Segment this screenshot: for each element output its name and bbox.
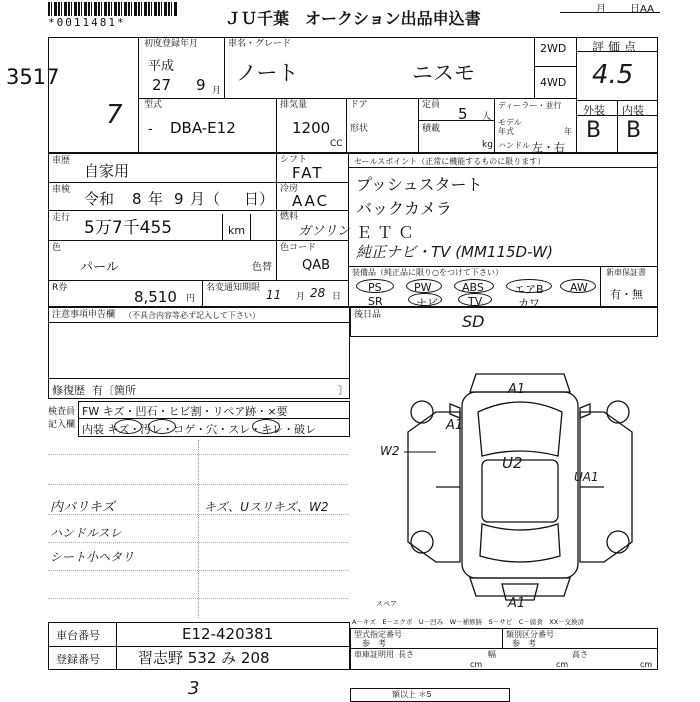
divider <box>222 214 223 240</box>
equip-pw-circle <box>406 279 442 293</box>
divider <box>48 646 350 647</box>
divider <box>576 37 577 153</box>
diagram-spare-label: スペア <box>376 600 397 608</box>
model-year-label-2: 年式 <box>498 127 514 136</box>
name-change-month-unit: 月 <box>296 292 306 302</box>
equip-tv: TV <box>468 295 483 308</box>
first-registration-era: 平成 <box>148 59 175 74</box>
inspection-year-unit: 年 <box>148 190 164 208</box>
color-tone-label: 色替 <box>252 262 272 273</box>
cm-3: cm <box>640 660 653 669</box>
model-grade-label: 車名・グレード <box>228 39 292 49</box>
inspector-label-2: 記入欄 <box>48 420 76 430</box>
divider <box>617 100 618 153</box>
equip-abs-circle <box>454 279 494 293</box>
equip-leather: カワ <box>518 297 540 310</box>
divider <box>138 98 576 99</box>
barcode-number: *0011481* <box>48 16 126 29</box>
handle-label: ハンドル <box>498 141 530 150</box>
inspector-circle-3 <box>252 419 280 434</box>
inspector-label-1: 検査員 <box>48 407 76 417</box>
repair-label: 修復歴 <box>52 384 85 397</box>
later-fit-frame <box>350 307 658 337</box>
divider <box>48 378 350 379</box>
wheel-rl <box>411 531 433 553</box>
rating-exterior-label: 外装 <box>583 104 605 117</box>
divider <box>276 240 277 280</box>
handle-value: 左・右 <box>532 141 565 154</box>
recycle-amount: 8,510 <box>134 288 177 306</box>
mileage-label: 走行 <box>52 213 71 223</box>
footer-mark: 3 <box>188 678 200 699</box>
cm-2: cm <box>556 660 569 669</box>
cm-1: cm <box>470 660 483 669</box>
repair-value: 有〔箇所 <box>92 384 136 397</box>
divider <box>494 98 495 153</box>
divider <box>198 440 199 618</box>
equip-navi: ナビ <box>416 297 438 310</box>
selling-point-1: プッシュスタート <box>356 175 483 194</box>
repair-close: 〕 <box>338 384 349 397</box>
diagram-mark-a1-rear: A1 <box>508 596 526 611</box>
lot-number: 3517 <box>6 65 60 89</box>
equip-ps: PS <box>368 281 382 294</box>
divider <box>534 37 535 98</box>
class-label: 類別区分番号 <box>506 630 554 639</box>
date-underline <box>560 12 660 13</box>
equip-tv-circle <box>458 293 492 306</box>
divider <box>350 648 658 649</box>
inspection-day-unit: 日） <box>244 190 275 208</box>
divider <box>116 622 117 670</box>
barcode <box>48 2 178 16</box>
height-label: 高さ <box>572 650 588 659</box>
selling-point-3: ＥＴＣ <box>356 223 420 242</box>
equipment-label: 装備品（純正品に限り○をつけて下さい） <box>352 268 503 277</box>
aircon-value: AAC <box>292 192 330 210</box>
equip-ps-circle <box>356 279 394 293</box>
windshield-outline <box>478 402 562 456</box>
rating-interior: B <box>626 118 642 143</box>
first-registration-month-unit: 月 <box>212 86 222 96</box>
wheel-fl <box>411 401 433 423</box>
displacement-label: 排気量 <box>280 100 308 110</box>
divider <box>202 280 203 307</box>
equip-airbag-circle <box>506 279 552 293</box>
new-car-warranty-label: 新車保証書 <box>606 268 646 277</box>
date-day: 日AA <box>630 4 654 15</box>
vehicle-cert-label: 車庫証明用 <box>354 650 394 659</box>
divider <box>48 182 276 183</box>
later-fit-value: SD <box>462 312 485 331</box>
divider <box>48 322 350 323</box>
inspector-note-4: キズ、Uスリキズ、W2 <box>204 500 329 514</box>
divider <box>48 210 276 211</box>
name-change-day-unit: 日 <box>332 292 342 302</box>
divider <box>48 598 348 599</box>
notes-sub: （不具合内容等必ず記入して下さい） <box>124 311 260 320</box>
divider <box>48 570 348 571</box>
equip-aw-circle <box>560 279 596 293</box>
registration-label: 登録番号 <box>56 653 100 666</box>
color-code: QAB <box>302 258 331 273</box>
drive-4wd: 4WD <box>540 76 567 89</box>
inspector-row-2: 内装 キズ・汚レ・コゲ・穴・スレ・キレ・破レ <box>82 423 317 436</box>
width-label: 幅 <box>488 650 496 659</box>
name-change-day: 28 <box>310 286 326 300</box>
divider <box>48 514 348 515</box>
diagram-mark-w2: W2 <box>380 444 400 458</box>
lot-mark: 7 <box>106 100 123 130</box>
load-unit: kg <box>482 140 493 150</box>
divider <box>276 153 277 240</box>
inspector-circle-2 <box>148 419 176 434</box>
inspection-era: 令和 <box>84 190 115 208</box>
date-month: 月 <box>596 4 606 15</box>
inspector-note-2: ハンドルスレ <box>50 526 122 540</box>
fuel-value: ガソリン <box>298 224 351 239</box>
diagram-mark-ua1: UA1 <box>574 470 599 484</box>
divider <box>418 120 494 121</box>
selling-point-2: バックカメラ <box>356 199 453 218</box>
rear-glass-outline <box>480 524 560 562</box>
capacity-label: 定員 <box>422 100 441 110</box>
body-outline <box>462 392 578 578</box>
length-label: 長さ <box>398 650 414 659</box>
new-car-warranty-value: 有・無 <box>610 288 643 301</box>
registration-value: 習志野 532 み 208 <box>138 649 270 667</box>
wheel-fr <box>607 401 629 423</box>
history-value: 自家用 <box>84 162 130 180</box>
equip-navi-circle <box>408 293 442 306</box>
model-code: DBA-E12 <box>170 119 236 137</box>
shift-value: FAT <box>292 164 324 182</box>
color-label: 色 <box>52 243 62 253</box>
chassis-value: E12-420381 <box>182 625 274 643</box>
divider <box>576 115 658 116</box>
later-fit-label: 後日品 <box>354 310 382 320</box>
divider <box>576 51 658 52</box>
history-label: 車歴 <box>52 156 71 166</box>
diagram-mark-u2: U2 <box>502 454 523 472</box>
mileage-value: 5万7千455 <box>84 218 173 238</box>
rating-score: 4.5 <box>592 60 634 90</box>
selling-point-4: 純正ナビ・TV (MM115D-W) <box>356 243 553 261</box>
shift-label: シフト <box>280 155 308 165</box>
diagram-mark-a1-front: A1 <box>508 382 526 397</box>
divider <box>48 240 348 241</box>
aircon-label: 冷房 <box>280 184 299 194</box>
inspection-year: 8 <box>132 190 142 208</box>
inspection-month: 9 <box>174 190 184 208</box>
inspector-note-3: シート小ヘタリ <box>50 550 135 564</box>
recycle-unit: 円 <box>186 294 196 304</box>
divider <box>534 66 576 67</box>
capacity-value: 5 <box>458 105 468 123</box>
equip-abs: ABS <box>462 281 484 294</box>
capacity-unit: 人 <box>482 112 492 122</box>
divider <box>250 214 251 240</box>
diagram-mark-a1-left: A1 <box>446 418 464 433</box>
drive-2wd: 2WD <box>540 42 567 55</box>
inspector-circle-1 <box>114 419 142 434</box>
equip-aw: AW <box>570 281 588 294</box>
divider <box>48 454 348 455</box>
footer-partial: 額以上 ＊5 <box>392 690 432 699</box>
equip-sr: SR <box>368 295 383 308</box>
ref-label-1: 参 考 <box>362 639 386 648</box>
model-year-unit: 年 <box>564 127 572 136</box>
ref-label-2: 参 考 <box>512 639 536 648</box>
rating-label: 評価点 <box>592 40 641 54</box>
model-dash: - <box>148 122 153 137</box>
name-change-month: 11 <box>266 288 282 302</box>
selling-points-label: セールスポイント（正常に機能するものに限ります） <box>354 157 546 166</box>
divider <box>348 167 658 168</box>
color-value: パール <box>80 260 119 275</box>
divider <box>48 484 348 485</box>
equip-pw: PW <box>414 281 432 294</box>
divider <box>348 266 658 267</box>
mirror-left <box>450 404 460 418</box>
mileage-unit: km <box>228 224 246 237</box>
displacement-value: 1200 <box>292 119 331 137</box>
rating-exterior: B <box>586 118 602 143</box>
color-code-label: 色コード <box>280 243 317 253</box>
divider <box>346 98 347 153</box>
load-label: 積載 <box>422 124 441 134</box>
divider <box>502 628 503 648</box>
doors-label: ドア <box>350 100 368 110</box>
divider <box>48 280 348 281</box>
wheel-rr <box>607 531 629 553</box>
mirror-right <box>580 404 590 418</box>
inspection-month-unit: 月（ <box>190 190 221 208</box>
rating-interior-label: 内装 <box>622 104 644 117</box>
model-name: ノート <box>236 61 299 85</box>
cert-label: 型式指定番号 <box>354 630 402 639</box>
shape-label: 形状 <box>350 124 369 134</box>
chassis-label: 車台番号 <box>56 629 100 642</box>
divider <box>224 37 225 98</box>
rear-bumper-outline <box>470 578 570 596</box>
model-year-label: モデル <box>498 118 522 127</box>
lot-divider <box>138 37 139 153</box>
equip-airbag: エアB <box>514 283 544 296</box>
form-title: ＪＵ千葉 オークション出品申込書 <box>225 9 481 28</box>
divider <box>276 210 348 211</box>
model-code-label: 型式 <box>144 100 163 110</box>
recycle-label: R券 <box>52 283 68 293</box>
divider <box>276 98 277 153</box>
divider <box>600 266 601 307</box>
diagram-legend: A－キズ E－エクボ U－凹み W－補修跡 S－サビ C－腐食 XX－交換済 <box>352 618 585 626</box>
name-change-label: 名変通知期限 <box>206 283 261 293</box>
first-registration-month: 9 <box>196 76 206 94</box>
divider <box>48 542 348 543</box>
first-registration-label: 初度登録年月 <box>144 39 199 49</box>
inspector-row-1: FW キズ・凹石・ヒビ割・リペア跡・×要 <box>82 405 288 418</box>
displacement-unit: CC <box>330 139 343 149</box>
divider <box>418 98 419 153</box>
divider <box>276 182 348 183</box>
inspector-note-1: 内バリキズ <box>50 500 115 515</box>
notes-label: 注意事項申告欄 <box>52 310 116 320</box>
first-registration-year: 27 <box>152 76 172 94</box>
inspection-label: 車検 <box>52 185 71 195</box>
fuel-label: 燃料 <box>280 212 299 222</box>
dealer-label: ディーラー・並行 <box>498 101 562 110</box>
model-grade: ニスモ <box>412 61 475 85</box>
